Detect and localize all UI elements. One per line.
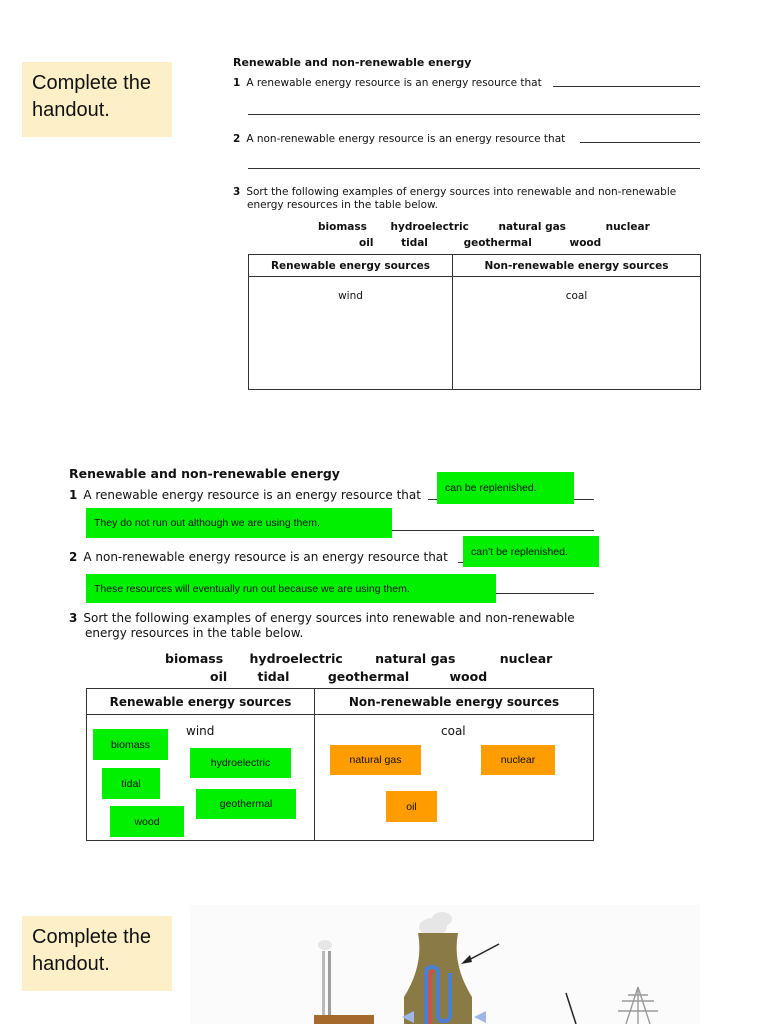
word: biomass <box>318 221 367 233</box>
sort-table <box>248 254 701 390</box>
question-3 <box>69 611 575 641</box>
question-number: 1 <box>233 77 241 89</box>
renewable-label-geothermal[interactable]: geothermal <box>196 789 296 819</box>
word-bank-row-1 <box>318 221 650 233</box>
non-renewable-label-natural-gas[interactable]: natural gas <box>330 745 421 775</box>
example-word: coal <box>565 290 588 302</box>
question-text-line2: energy resources in the table below. <box>247 199 438 211</box>
non-renewable-label-nuclear[interactable]: nuclear <box>481 745 555 775</box>
renewable-label-wood[interactable]: wood <box>110 806 184 837</box>
word: tidal <box>401 237 428 249</box>
question-text: Sort the following examples of energy sources into renewable and non-renewable <box>83 611 575 625</box>
answer-line[interactable] <box>248 168 700 169</box>
renewable-cell[interactable] <box>249 277 453 390</box>
question-text-line2: energy resources in the table below. <box>85 626 304 640</box>
word: wood <box>449 669 488 684</box>
note-line-1: Complete the <box>32 72 151 94</box>
word-bank-row-2 <box>359 237 601 249</box>
word: hydroelectric <box>249 651 343 666</box>
word: oil <box>210 669 228 684</box>
column-header-renewable: Renewable energy sources <box>249 255 453 277</box>
renewable-label-tidal[interactable]: tidal <box>102 768 160 799</box>
question-text: A non-renewable energy resource is an energy resource that <box>246 133 566 145</box>
non-renewable-cell[interactable] <box>315 715 594 841</box>
note-line-2: handout. <box>32 953 110 975</box>
answer-q1-long[interactable]: They do not run out although we are using them. <box>86 508 392 538</box>
question-number: 1 <box>69 488 78 502</box>
answer-line[interactable] <box>580 142 700 143</box>
word: geothermal <box>327 669 410 684</box>
word: wood <box>569 237 602 249</box>
column-header-non-renewable: Non-renewable energy sources <box>315 689 594 715</box>
question-number: 2 <box>233 133 241 145</box>
question-3 <box>233 186 676 212</box>
non-renewable-label-oil[interactable]: oil <box>386 791 437 822</box>
question-2 <box>69 550 448 564</box>
word: hydroelectric <box>390 221 469 233</box>
word: nuclear <box>499 651 553 666</box>
question-number: 3 <box>233 186 241 198</box>
question-number: 2 <box>69 550 78 564</box>
answer-line[interactable] <box>248 114 700 115</box>
building-icon <box>314 1015 374 1024</box>
word: geothermal <box>463 237 532 249</box>
handout-title: Renewable and non-renewable energy <box>69 466 340 481</box>
question-text: A non-renewable energy resource is an energy resource that <box>83 550 448 564</box>
word: oil <box>359 237 374 249</box>
renewable-label-biomass[interactable]: biomass <box>93 729 168 760</box>
word: tidal <box>257 669 290 684</box>
column-header-renewable: Renewable energy sources <box>87 689 315 715</box>
question-text: A renewable energy resource is an energy resource that <box>246 77 542 89</box>
answer-q2-long[interactable]: These resources will eventually run out because we are using them. <box>86 574 496 603</box>
example-word: wind <box>186 724 215 738</box>
word: natural gas <box>375 651 456 666</box>
question-text: A renewable energy resource is an energy resource that <box>83 488 421 502</box>
answer-q2-short[interactable]: can’t be replenished. <box>463 536 599 567</box>
answer-q1-short[interactable]: can be replenished. <box>437 472 574 504</box>
question-number: 3 <box>69 611 78 625</box>
question-2 <box>233 133 565 145</box>
question-1 <box>69 488 421 502</box>
answer-line[interactable] <box>553 86 700 87</box>
word-bank-row-1 <box>165 651 552 666</box>
question-1 <box>233 77 542 89</box>
column-header-non-renewable: Non-renewable energy sources <box>453 255 701 277</box>
non-renewable-cell[interactable] <box>453 277 701 390</box>
instruction-note-top <box>22 62 172 137</box>
instruction-note-bottom <box>22 916 172 991</box>
power-station-diagram <box>190 905 700 1024</box>
note-line-2: handout. <box>32 99 110 121</box>
example-word: wind <box>338 290 363 302</box>
note-line-1: Complete the <box>32 926 151 948</box>
word: nuclear <box>605 221 650 233</box>
word: biomass <box>165 651 224 666</box>
handout-title: Renewable and non-renewable energy <box>233 56 472 69</box>
question-text: Sort the following examples of energy sources into renewable and non-renewable <box>246 186 677 198</box>
word-bank-row-2 <box>210 669 487 684</box>
renewable-label-hydroelectric[interactable]: hydroelectric <box>190 748 291 778</box>
word: natural gas <box>498 221 566 233</box>
example-word: coal <box>441 724 466 738</box>
